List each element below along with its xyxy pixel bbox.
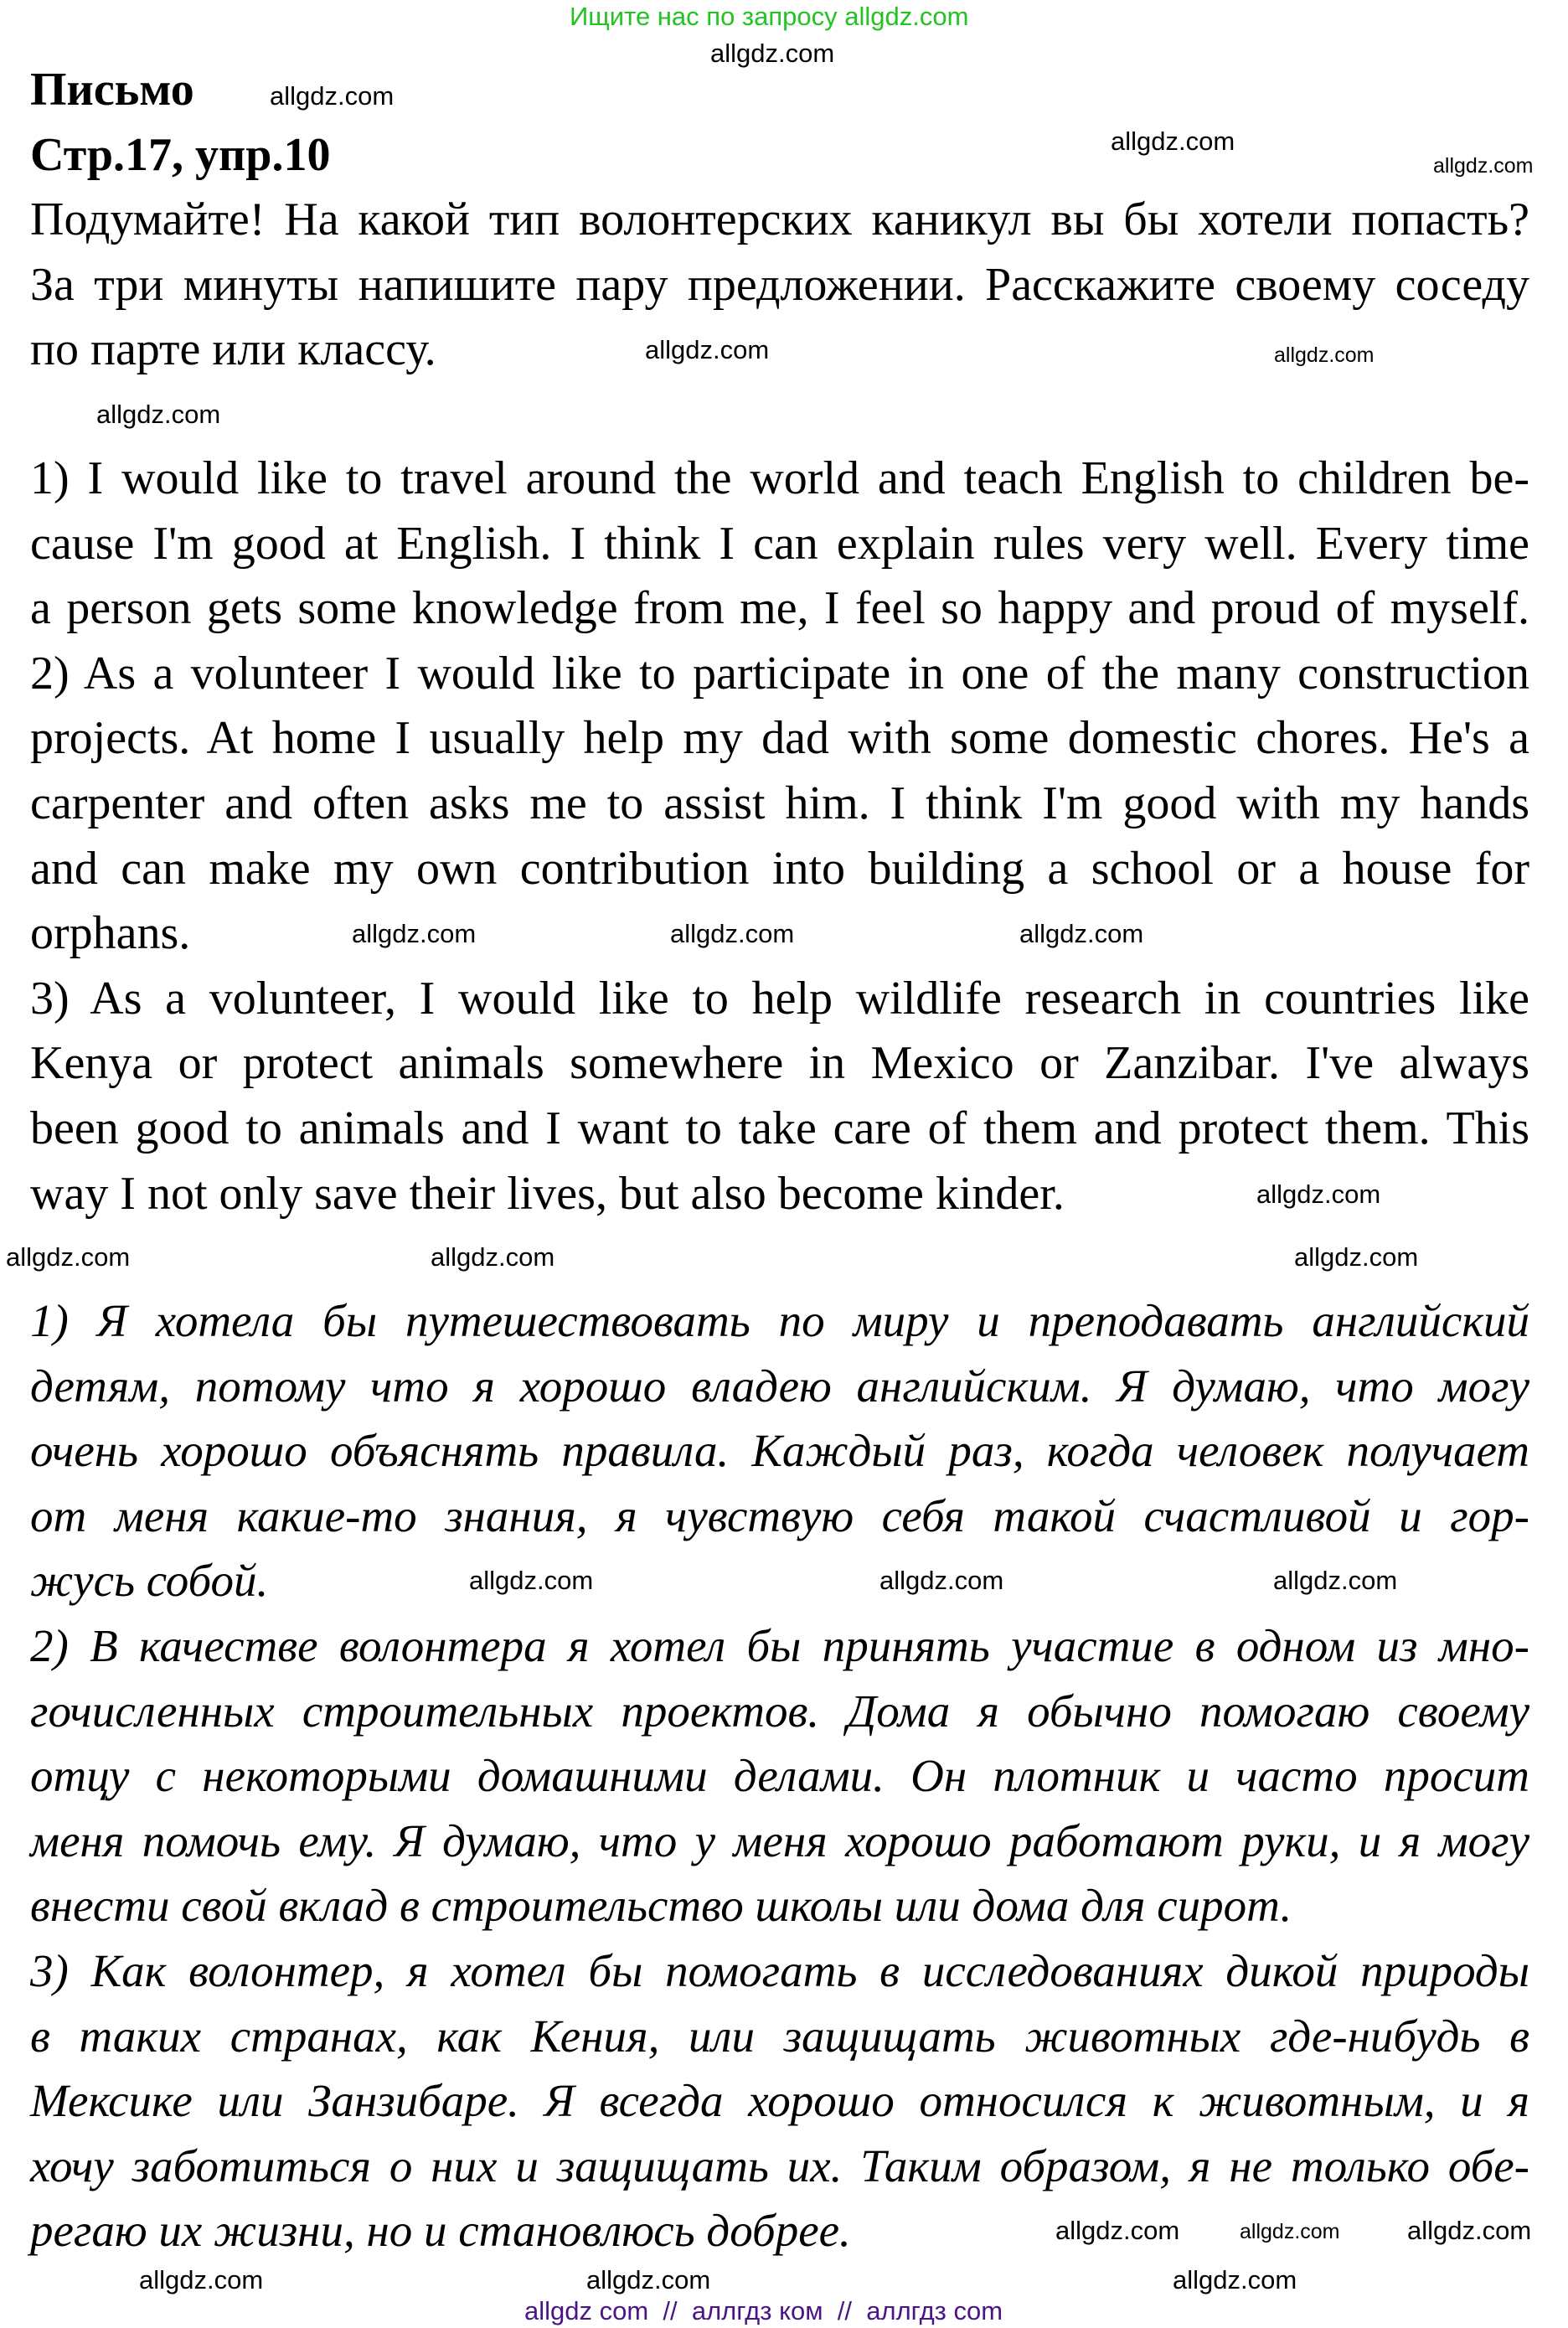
english-answer [30,447,1529,1226]
text-line: хочу заботиться о них и защищать их. Таким образом, я не только обе- [30,2140,1529,2191]
watermark: allgdz.com [270,81,395,111]
watermark: allgdz.com [586,2265,711,2294]
watermark: allgdz.com [6,1242,131,1272]
watermark: allgdz.com [1274,343,1375,367]
watermark: allgdz.com [1294,1242,1419,1272]
watermark: allgdz.com [1055,2216,1180,2245]
page-title: Письмо [30,64,194,116]
watermark: allgdz.com [710,39,835,68]
bottom-banner: allgdz com // аллгдз ком // аллгдз com [524,2296,1003,2325]
text-line: Мексике или Занзибаре. Я всегда хорошо относился к животным, и я [30,2075,1529,2127]
watermark: allgdz.com [1240,2220,1340,2243]
text-line: За три минуты напишите пару предложении. Расскажите своему соседу [30,258,1529,311]
exercise-reference: Стр.17, упр.10 [30,129,331,181]
text-line: по парте или классу. [30,323,436,376]
watermark: allgdz.com [1111,126,1235,156]
watermark: allgdz.com [96,400,221,429]
text-line: 1) Я хотела бы путешествовать по миру и преподавать английский [30,1295,1529,1346]
text-line: в таких странах, как Кения, или защищать животных где-нибудь в [30,2010,1529,2062]
text-line: cause I'm good at English. I think I can explain rules very well. Every time [30,517,1529,570]
text-line: очень хорошо объяснять правила. Каждый раз, когда человек получает [30,1425,1529,1477]
text-line: 1) I would like to travel around the world and teach English to children be- [30,452,1529,504]
watermark: allgdz.com [1273,1566,1398,1595]
text-line: внести свой вклад в строительство школы или дома для сирот. [30,1880,1292,1932]
watermark: allgdz.com [469,1566,594,1595]
text-line: 3) As a volunteer, I would like to help wildlife research in countries like [30,972,1529,1025]
text-line: way I not only save their lives, but also become kinder. [30,1167,1065,1220]
watermark: allgdz.com [670,919,795,948]
watermark: allgdz.com [1019,919,1144,948]
watermark: allgdz.com [352,919,477,948]
watermark: allgdz.com [1433,154,1534,178]
text-line: гочисленных строительных проектов. Дома я обычно помогаю своему [30,1685,1529,1737]
text-line: детям, потому что я хорошо владею английским. Я думаю, что могу [30,1360,1529,1412]
watermark: allgdz.com [431,1242,555,1272]
text-line: 3) Как волонтер, я хотел бы помогать в исследованиях дикой природы [30,1944,1529,1996]
text-line: a person gets some knowledge from me, I feel so happy and proud of myself. [30,582,1529,635]
text-line: and can make my own contribution into building a school or a house for [30,842,1529,895]
watermark: allgdz.com [139,2265,264,2294]
russian-translation [30,1288,1532,2263]
watermark: allgdz.com [1256,1179,1381,1209]
text-line: Подумайте! На какой тип волонтерских каникул вы бы хотели попасть? [30,194,1529,245]
text-line: регаю их жизни, но и становлюсь добрее. [30,2205,851,2257]
watermark: allgdz.com [879,1566,1004,1595]
text-line: меня помочь ему. Я думаю, что у меня хорошо работают руки, и я могу [30,1814,1529,1866]
watermark: allgdz.com [1407,2216,1532,2245]
text-line: 2) As a volunteer I would like to participate in one of the many construction [30,647,1529,699]
top-search-banner: Ищите нас по запросу allgdz.com [570,2,969,31]
text-line: orphans. [30,907,191,960]
text-line: отцу с некоторыми домашними делами. Он плотник и часто просит [30,1750,1529,1802]
text-line: от меня какие-то знания, я чувствую себя такой счастливой и гор- [30,1489,1529,1541]
watermark: allgdz.com [645,335,770,364]
text-line: carpenter and often asks me to assist him. I think I'm good with my hands [30,777,1529,829]
text-line: been good to animals and I want to take care of them and protect them. This [30,1102,1529,1154]
text-line: Kenya or protect animals somewhere in Mexico or Zanzibar. I've always [30,1037,1529,1090]
watermark: allgdz.com [1173,2265,1297,2294]
text-line: жусь собой. [30,1555,269,1607]
text-line: 2) В качестве волонтера я хотел бы принять участие в одном из мно- [30,1619,1529,1671]
text-line: projects. At home I usually help my dad with some domestic chores. He's a [30,712,1529,765]
